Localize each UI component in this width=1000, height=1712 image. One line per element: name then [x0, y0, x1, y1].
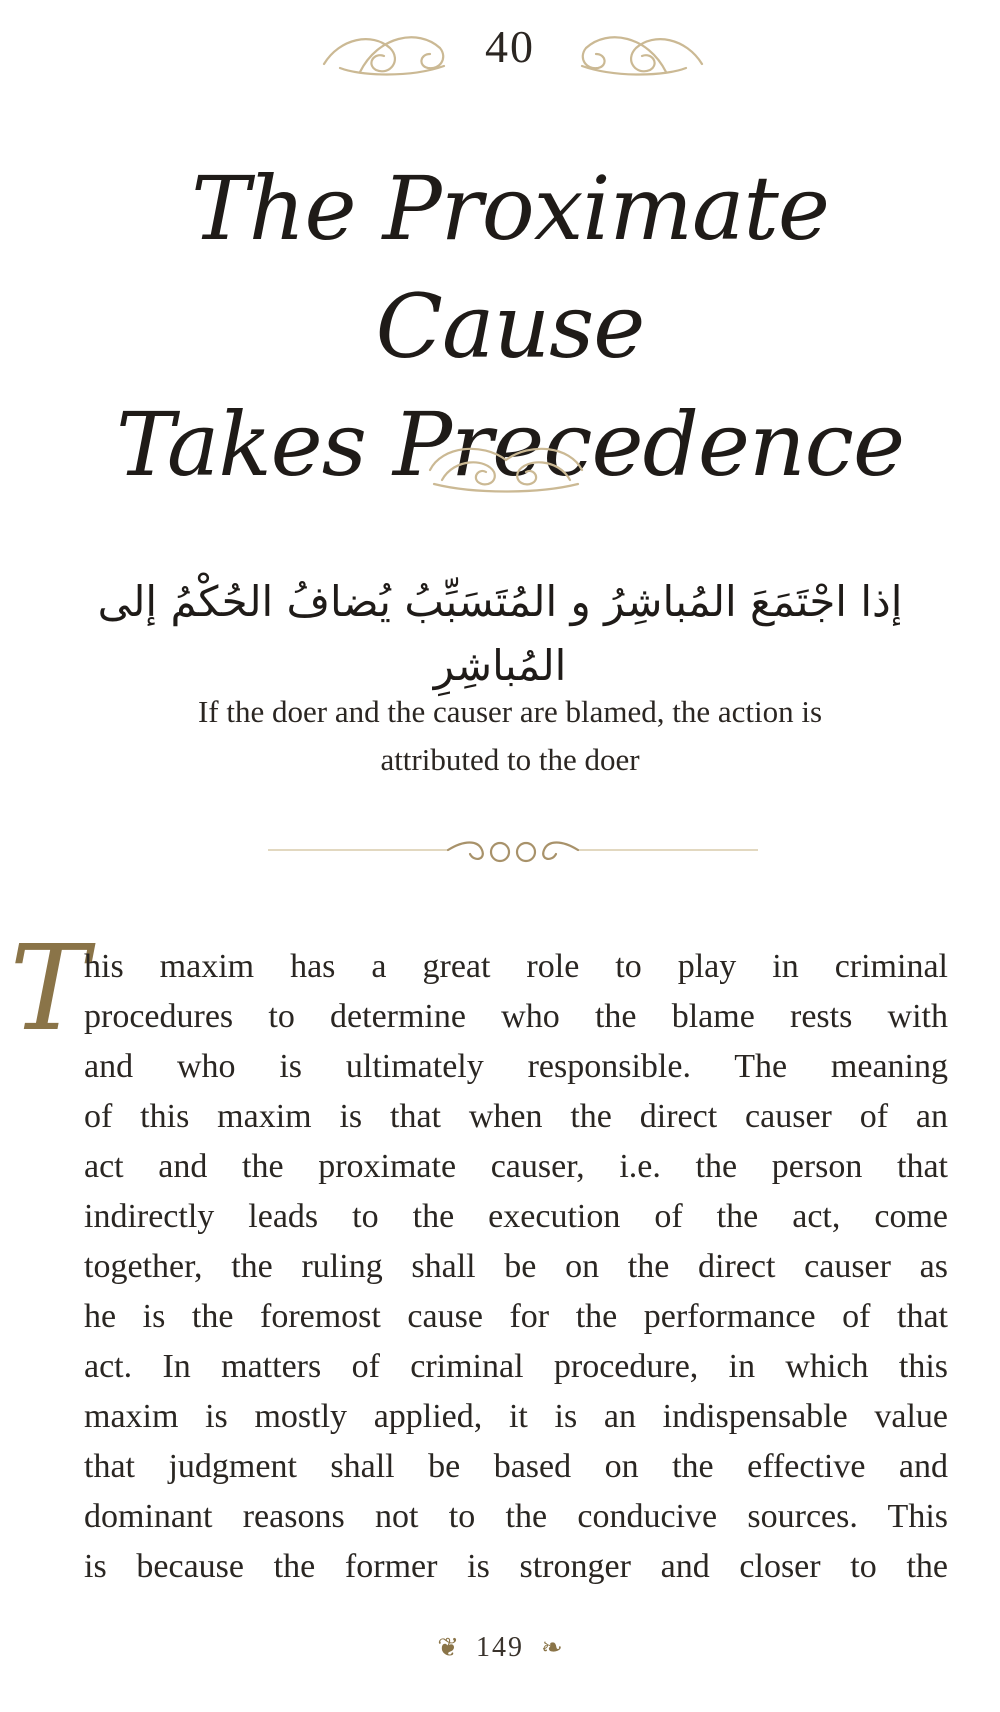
page-number: 149 [476, 1631, 524, 1663]
body-paragraph [84, 942, 948, 1592]
scroll-ornament-right-icon [576, 18, 706, 88]
chapter-title-line-1: The Proximate Cause [191, 157, 829, 378]
page-footer [0, 1630, 1000, 1664]
body-line: of this maxim is that when the direct causer of an [84, 1098, 948, 1135]
body-line: dominant reasons not to the conducive sources. This [84, 1498, 948, 1535]
arabic-maxim: إذا اجْتَمَعَ المُباشِرُ و المُتَسَبِّبُ يُضافُ الحُكْمُ إلى المُباشِرِ [97, 577, 903, 690]
body-line: and who is ultimately responsible. The meaning [84, 1048, 948, 1085]
body-line: that judgment shall be based on the effective and [84, 1448, 948, 1485]
chapter-number: 40 [485, 21, 535, 72]
body-line: is because the former is stronger and closer to the [84, 1548, 948, 1585]
body-line: he is the foremost cause for the performance of that [84, 1298, 948, 1335]
flourish-divider-icon [268, 832, 758, 868]
body-line: together, the ruling shall be on the direct causer as [84, 1248, 948, 1285]
chapter-header [0, 12, 1000, 92]
body-line: indirectly leads to the execution of the act, come [84, 1198, 948, 1235]
body-line: procedures to determine who the blame rests with [84, 998, 948, 1035]
maxim-translation-line-1: If the doer and the causer are blamed, the action is [197, 694, 823, 729]
body-line: maxim is mostly applied, it is an indispensable value [84, 1398, 948, 1435]
flourish-right-icon: ❧ [541, 1632, 563, 1662]
scroll-ornament-center-icon [424, 436, 589, 500]
body-line: his maxim has a great role to play in criminal [84, 948, 948, 985]
body-line: act and the proximate causer, i.e. the person that [84, 1148, 948, 1185]
scroll-ornament-left-icon [320, 18, 450, 88]
maxim-translation-line-2: attributed to the doer [380, 742, 640, 777]
drop-cap: T [9, 919, 89, 1057]
flourish-left-icon: ❦ [437, 1632, 459, 1662]
chapter-title-line-2: Takes Precedence [115, 393, 905, 496]
maxim-translation [110, 688, 910, 784]
body-line: act. In matters of criminal procedure, in which this [84, 1348, 948, 1385]
